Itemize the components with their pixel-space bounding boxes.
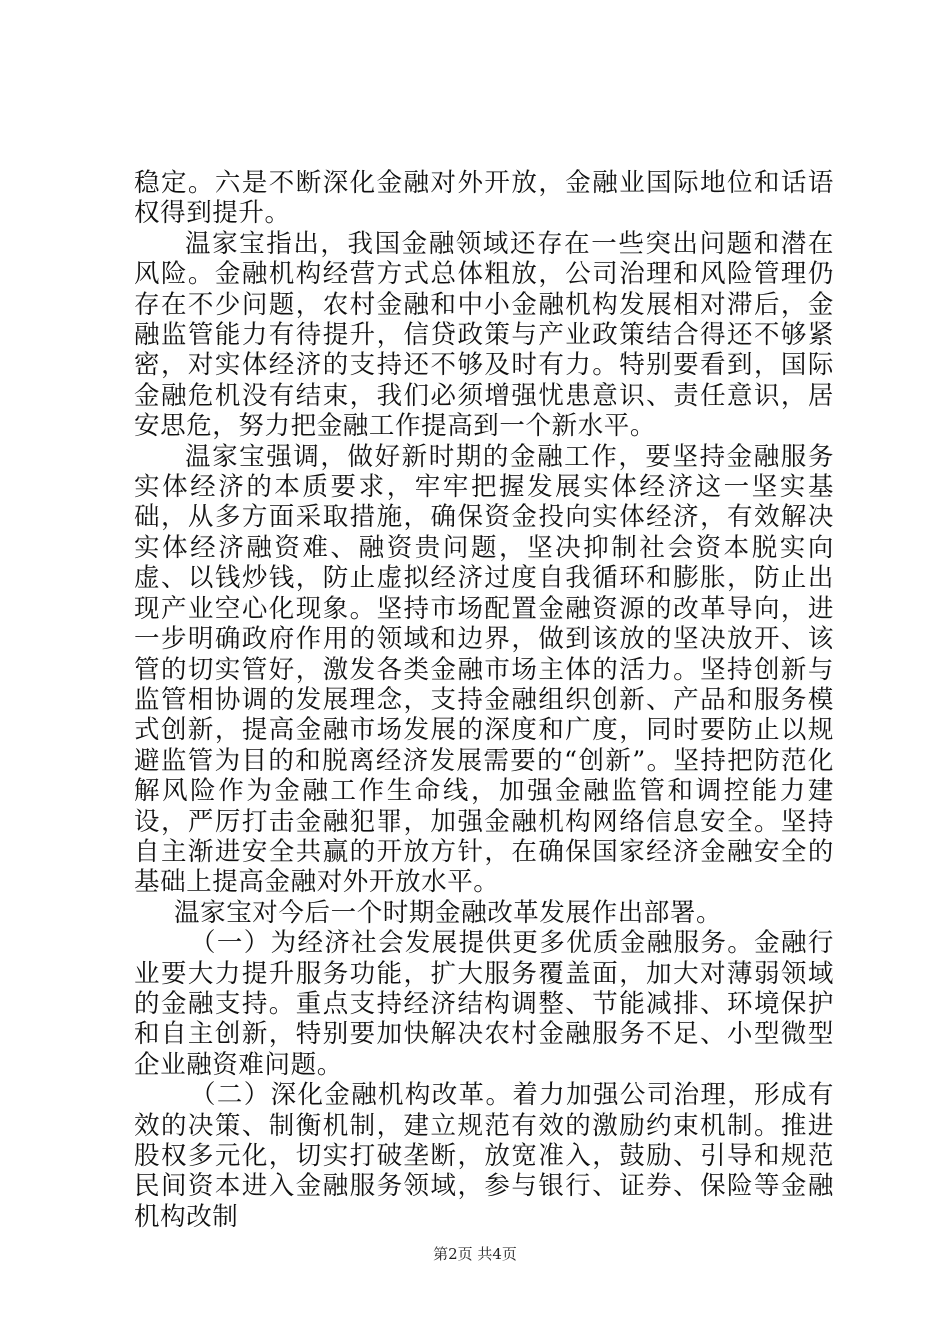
paragraph-3: 温家宝强调，做好新时期的金融工作，要坚持金融服务实体经济的本质要求，牢牢把握发展实体经济这一坚实基础，从多方面采取措施，确保资金投向实体经济，有效解决实体经济融资难、融资贵问题，坚决抑制社会资本脱实向虚、以钱炒钱，防止虚拟经济过度自我循环和膨胀，防止出现产业空心化现象。坚持市场配置金融资源的改革导向，进一步明确政府作用的领域和边界，做到该放的坚决放开、该管的切实管好，激发各类金融市场主体的活力。坚持创新与监管相协调的发展理念，支持金融组织创新、产品和服务模式创新，提高金融市场发展的深度和广度，同时要防止以规避监管为目的和脱离经济发展需要的“创新”。坚持把防范化解风险作为金融工作生命线，加强金融监管和调控能力建设，严厉打击金融犯罪，加强金融机构网络信息安全。坚持自主渐进安全共赢的开放方针，在确保国家经济金融安全的基础上提高金融对外开放水平。 [134,441,834,898]
paragraph-4: 温家宝对今后一个时期金融改革发展作出部署。 [174,897,723,928]
paragraph-1: 稳定。六是不断深化金融对外开放，金融业国际地位和话语权得到提升。 [134,168,834,229]
paragraph-5: （一）为经济社会发展提供更多优质金融服务。金融行业要大力提升服务功能，扩大服务覆盖面，加大对薄弱领域的金融支持。重点支持经济结构调整、节能减排、环境保护和自主创新，特别要加快解决农村金融服务不足、小型微型企业融资难问题。 [134,928,834,1080]
paragraph-2: 温家宝指出，我国金融领域还存在一些突出问题和潜在风险。金融机构经营方式总体粗放，公司治理和风险管理仍存在不少问题，农村金融和中小金融机构发展相对滞后，金融监管能力有待提升，信贷政策与产业政策结合得还不够紧密，对实体经济的支持还不够及时有力。特别要看到，国际金融危机没有结束，我们必须增强忧患意识、责任意识，居安思危，努力把金融工作提高到一个新水平。 [134,228,834,442]
document-body [134,168,834,1232]
paragraph-6: （二）深化金融机构改革。着力加强公司治理，形成有效的决策、制衡机制，建立规范有效的激励约束机制。推进股权多元化，切实打破垄断，放宽准入，鼓励、引导和规范民间资本进入金融服务领域，参与银行、证券、保险等金融机构改制 [134,1080,834,1232]
page-footer: 第2页 共4页 [433,1245,517,1263]
